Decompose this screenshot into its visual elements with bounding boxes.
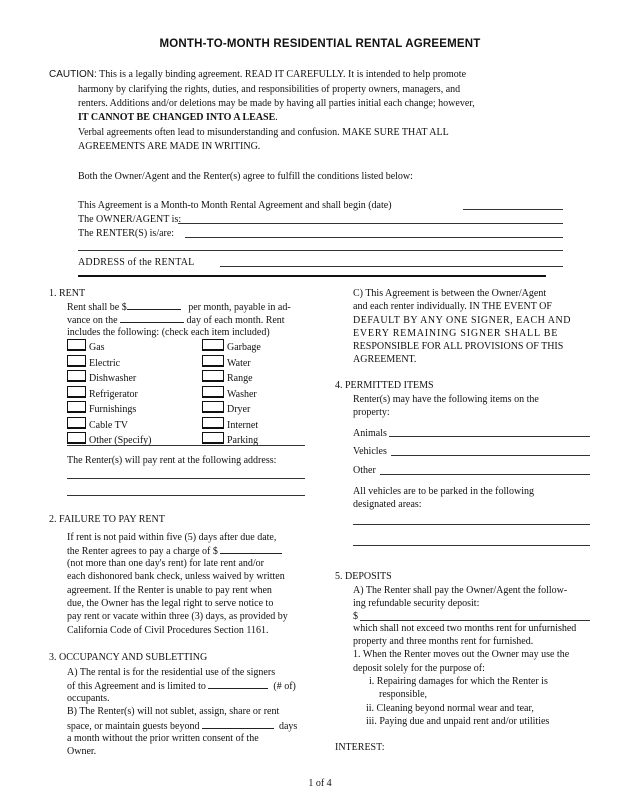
intro-text: Both the Owner/Agent and the Renter(s) agree to fulfill the conditions listed below: [78, 171, 413, 182]
check-label: Refrigerator [89, 388, 138, 400]
occupancy-heading: 3. OCCUPANCY AND SUBLETTING [49, 652, 208, 663]
deposits-heading: 5. DEPOSITS [335, 571, 392, 582]
deposits-line-2: ing refundable security deposit: [353, 598, 480, 609]
check-label: Garbage [227, 342, 261, 353]
document-title: MONTH-TO-MONTH RESIDENTIAL RENTAL AGREEMENT [159, 38, 481, 50]
deposit-amount-field[interactable] [360, 620, 590, 621]
check-label: Furnishings [89, 404, 137, 415]
clause-c-line-1: C) This Agreement is between the Owner/Agent [353, 288, 547, 299]
deposits-line-1: A) The Renter shall pay the Owner/Agent the follow- [353, 585, 568, 596]
check-item[interactable] [202, 401, 261, 417]
deposit-purpose-1: i. Repairing damages for which the Renter is [369, 676, 548, 687]
checkbox[interactable] [202, 386, 224, 398]
occupant-limit-unit: (# of) [273, 681, 296, 692]
pay-address-field[interactable] [67, 478, 305, 479]
caution-period: . [275, 112, 278, 123]
rent-line-1 [67, 300, 291, 314]
failure-line-4: each dishonored bank check, unless waived by written [67, 571, 285, 582]
check-label: Electric [89, 357, 121, 369]
section-divider [78, 275, 546, 277]
deposits-line-6: deposit solely for the purpose of: [353, 663, 485, 674]
check-label: Range [227, 373, 253, 384]
deposit-purpose-1-cont: responsible, [379, 689, 428, 700]
caution-line-1 [49, 68, 466, 81]
deposits-line-4: property and three months rent for furnished. [353, 636, 534, 647]
check-item[interactable] [202, 355, 261, 371]
rent-amount-field[interactable] [127, 300, 181, 310]
pay-address-field-2[interactable] [67, 495, 305, 496]
failure-heading: 2. FAILURE TO PAY RENT [49, 514, 165, 525]
checkbox[interactable] [67, 339, 86, 351]
occupancy-a-line-3: occupants. [67, 693, 110, 704]
rent-checklist-left [67, 339, 151, 448]
address-field[interactable] [220, 266, 563, 267]
other-items-field[interactable] [380, 474, 590, 475]
check-item[interactable] [202, 417, 261, 433]
owner-field[interactable] [178, 223, 563, 224]
permitted-heading: 4. PERMITTED ITEMS [335, 380, 434, 391]
occupancy-a-line-1: A) The rental is for the residential use of the signers [67, 667, 276, 678]
rent-advance-text: vance on the [67, 315, 118, 326]
check-item[interactable] [67, 339, 151, 355]
rent-payable-text: per month, payable in ad- [188, 302, 291, 313]
checkbox[interactable] [67, 355, 86, 367]
occupancy-a-line-2 [67, 679, 296, 693]
deposit-dollar-sign: $ [353, 611, 358, 622]
check-item[interactable] [67, 401, 151, 417]
check-label: Dryer [227, 404, 251, 415]
deposits-line-3: which shall not exceed two months rent for unfurnished [353, 623, 577, 634]
checkbox[interactable] [202, 401, 224, 413]
check-label: Gas [89, 342, 105, 353]
renter-field-line-2[interactable] [78, 250, 563, 251]
clause-c-line-4: EVERY REMAINING SIGNER SHALL BE [353, 328, 559, 339]
guest-days-unit: days [278, 721, 298, 732]
checkbox[interactable] [202, 370, 224, 382]
clause-c-line-6: AGREEMENT. [353, 354, 417, 365]
deposits-line-5: 1. When the Renter moves out the Owner may use the [353, 649, 570, 660]
renter-field[interactable] [185, 237, 563, 238]
other-specify-field[interactable] [67, 445, 305, 446]
pay-address-label: The Renter(s) will pay rent at the following address: [67, 455, 277, 466]
check-item[interactable] [67, 370, 151, 386]
rent-amount-label: Rent shall be $ [67, 302, 127, 313]
occupancy-b-line-4: Owner. [67, 746, 97, 757]
vehicles-label: Vehicles [353, 446, 387, 457]
page-number: 1 of 4 [308, 778, 332, 789]
check-label: Parking [227, 435, 259, 446]
check-item[interactable] [67, 417, 151, 433]
late-charge-field[interactable] [220, 544, 282, 554]
failure-line-5: agreement. If the Renter is unable to pay rent when [67, 585, 272, 596]
caution-text-5: Verbal agreements often lead to misunderstanding and confusion. MAKE SURE THAT ALL [78, 127, 449, 138]
rent-checklist-right [202, 339, 261, 448]
check-label: Dishwasher [89, 373, 137, 384]
parking-line-2: designated areas: [353, 499, 422, 510]
check-item[interactable] [202, 370, 261, 386]
address-label: ADDRESS of the RENTAL [78, 257, 195, 268]
vehicles-field[interactable] [391, 455, 590, 456]
deposit-purpose-2: ii. Cleaning beyond normal wear and tear, [366, 703, 534, 714]
check-label: Washer [227, 388, 257, 400]
other-label: Other [353, 465, 376, 476]
failure-line-2 [67, 544, 282, 558]
start-date-field[interactable] [463, 209, 563, 210]
failure-line-1: If rent is not paid within five (5) days after due date, [67, 532, 277, 543]
agreement-start-text: This Agreement is a Month-to Month Rental Agreement and shall begin (date) [78, 200, 392, 211]
deposit-purpose-3: iii. Paying due and unpaid rent and/or utilities [366, 716, 550, 727]
animals-label: Animals [353, 428, 387, 439]
check-label: Internet [227, 419, 259, 431]
owner-label: The OWNER/AGENT is: [78, 214, 182, 225]
permitted-line-1: Renter(s) may have the following items on the [353, 394, 539, 405]
clause-c-line-5: RESPONSIBLE FOR ALL PROVISIONS OF THIS [353, 341, 564, 352]
failure-line-6: due, the Owner has the legal right to serve notice to [67, 598, 274, 609]
clause-c-line-3: DEFAULT BY ANY ONE SIGNER, EACH AND [353, 315, 571, 326]
caution-text-1: This is a legally binding agreement. READ IT CAREFULLY. It is intended to help promote [99, 69, 467, 80]
rent-includes-text: includes the following: (check each item included) [67, 327, 270, 338]
parking-area-field-2[interactable] [353, 545, 590, 546]
checkbox[interactable] [67, 370, 86, 382]
check-item[interactable] [202, 386, 261, 402]
caution-text-6: AGREEMENTS ARE MADE IN WRITING. [78, 141, 261, 152]
checkbox[interactable] [67, 417, 86, 429]
failure-line-7: pay rent or vacate within three (3) days, as provided by [67, 611, 288, 622]
caution-text-2: harmony by clarifying the rights, duties, and responsibilities of property owners, managers, and [78, 84, 461, 95]
rent-heading: 1. RENT [49, 288, 86, 299]
occupancy-b-line-3: a month without the prior written consent of the [67, 733, 259, 744]
check-label: Other (Specify) [89, 435, 152, 446]
checkbox[interactable] [202, 432, 224, 444]
checkbox[interactable] [67, 401, 86, 413]
failure-line-3: (not more than one day's rent) for late rent and/or [67, 558, 265, 569]
occupant-limit-field[interactable] [208, 679, 268, 689]
animals-field[interactable] [389, 436, 590, 437]
check-item[interactable] [67, 386, 151, 402]
late-charge-label: the Renter agrees to pay a charge of $ [67, 546, 218, 557]
parking-area-field[interactable] [353, 524, 590, 525]
checkbox[interactable] [67, 386, 86, 398]
check-label: Water [227, 357, 251, 369]
check-item[interactable] [202, 339, 261, 355]
check-item[interactable] [67, 355, 151, 371]
caution-text-4 [78, 111, 278, 124]
checkbox[interactable] [202, 355, 224, 367]
guest-days-field[interactable] [202, 719, 274, 729]
checkbox[interactable] [202, 417, 224, 429]
rent-day-text: day of each month. Rent [186, 315, 285, 326]
occupancy-b-line-1: B) The Renter(s) will not sublet, assign, share or rent [67, 706, 280, 717]
parking-line-1: All vehicles are to be parked in the following [353, 486, 535, 497]
interest-label: INTEREST: [335, 742, 385, 753]
renter-label: The RENTER(S) is/are: [78, 228, 175, 239]
clause-c-line-2: and each renter individually. IN THE EVENT OF [353, 301, 552, 312]
occupant-limit-label: of this Agreement and is limited to [67, 681, 206, 692]
occupancy-b-line-2 [67, 719, 297, 733]
cannot-lease-warning: IT CANNOT BE CHANGED INTO A LEASE [78, 112, 276, 123]
rent-line-2 [67, 313, 285, 327]
checkbox[interactable] [202, 339, 224, 351]
caution-text-3: renters. Additions and/or deletions may be made by having all parties initial each change; however, [78, 98, 475, 109]
guest-days-label: space, or maintain guests beyond [67, 721, 200, 732]
caution-label: CAUTION: [49, 69, 97, 80]
failure-line-8: California Code of Civil Procedures Section 1161. [67, 625, 269, 636]
rent-day-field[interactable] [120, 313, 184, 323]
check-label: Cable TV [89, 419, 128, 431]
checkbox[interactable] [67, 432, 86, 444]
permitted-line-2: property: [353, 407, 390, 418]
